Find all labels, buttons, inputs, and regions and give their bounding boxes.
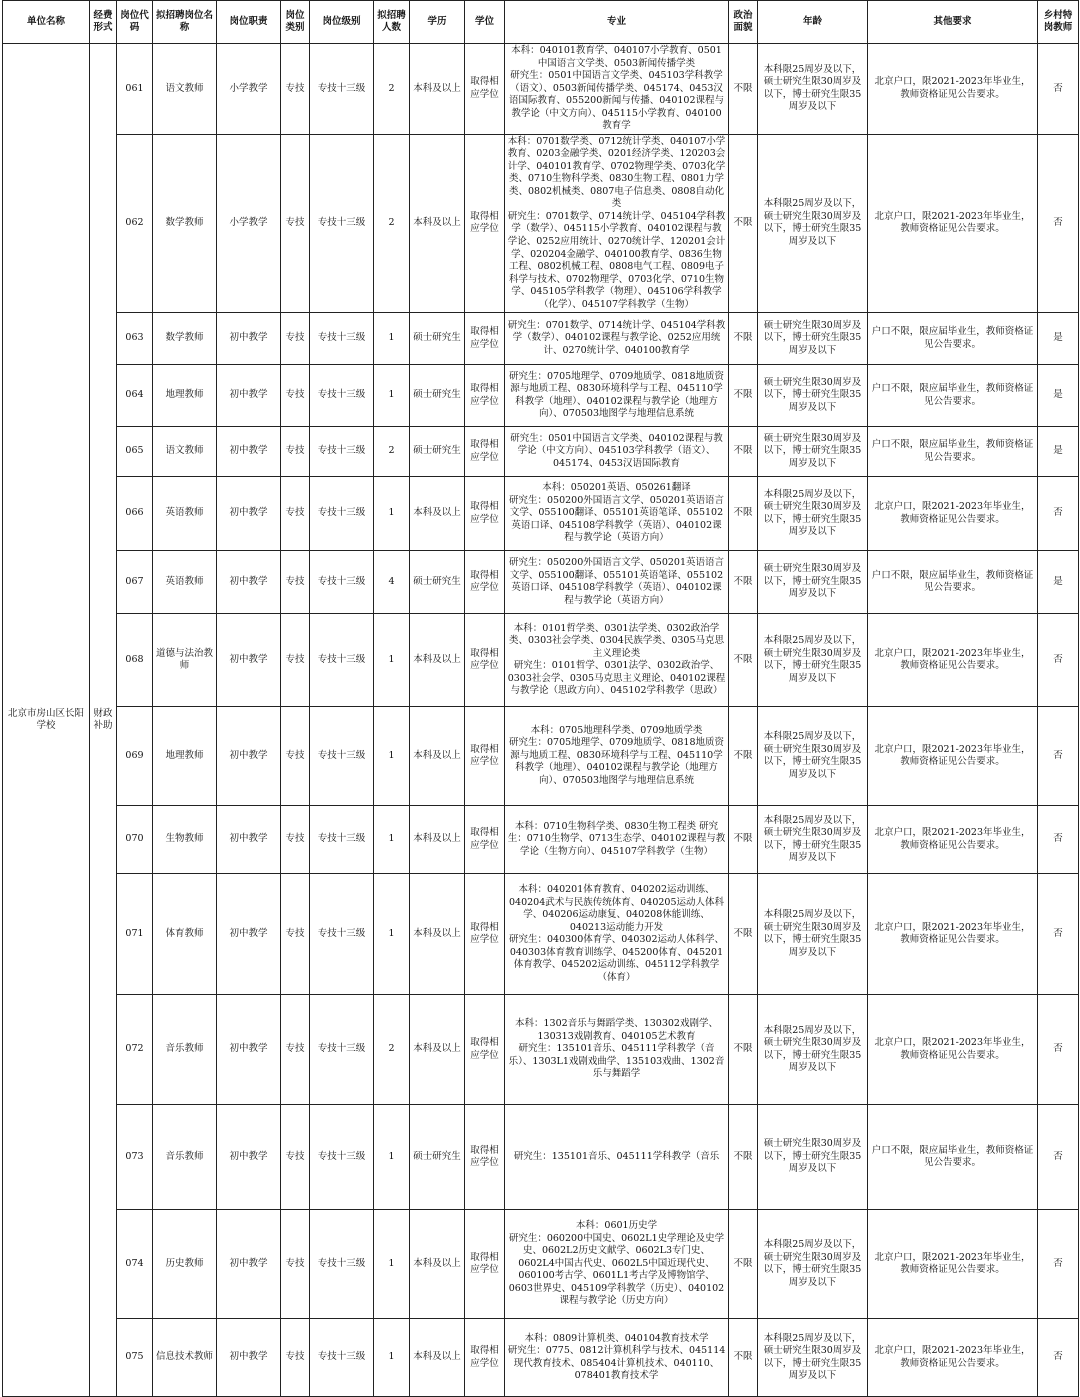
education-cell: 硕士研究生 [410, 1105, 465, 1210]
hire-count-cell: 1 [374, 806, 410, 874]
position-title-cell: 英语教师 [153, 551, 217, 614]
rural-teacher-cell: 否 [1038, 614, 1079, 707]
position-duty-cell: 初中教学 [217, 313, 281, 365]
rural-teacher-cell: 否 [1038, 995, 1079, 1105]
major-cell: 本科：040201体育教育、040202运动训练、040204武术与民族传统体育、040205运动人体科学、040206运动康复、040208休能训练、040213运动能力开发 研究生：040300体育学、040302运动人体科学、040303体育教育训练学、045200体育、045201体育教学、045202运动训练、045112学科教学（体育） [505, 874, 729, 995]
table-row [3, 614, 1079, 707]
degree-cell: 取得相应学位 [465, 44, 505, 135]
table-row [3, 427, 1079, 477]
header-unit: 单位名称 [3, 1, 90, 44]
major-cell: 本科：0701数学类、0712统计学类、040107小学教育、0203金融学类、0201经济学类、120203会计学、040101教育学、0702物理学类、0703化学类、0710生物科学类、0830生物工程、0801力学类、0802机械类、0807电子信息类、0808自动化类 研究生：0701数学、0714统计学、045104学科教学（数学）、045115小学教育、040102课程与教学论、0252应用统计、0270统计学、120201会计学、020204金融学、040100教育学、0836生物工程、0802机械工程、0808电气工程、0809电子科学与技术、0702物理学、0703化学、0710生物学、045105学科教学（物理）、045106学科教学（化学）、045107学科教学（生物） [505, 134, 729, 312]
education-cell: 本科及以上 [410, 134, 465, 312]
hire-count-cell: 2 [374, 995, 410, 1105]
political-status-cell: 不限 [729, 44, 758, 135]
hire-count-cell: 1 [374, 707, 410, 806]
other-requirements-cell: 北京户口，限2021-2023年毕业生，教师资格证见公告要求。 [868, 874, 1038, 995]
position-category-cell: 专技 [281, 134, 310, 312]
recruitment-table [2, 0, 1079, 1397]
degree-cell: 取得相应学位 [465, 477, 505, 551]
hire-count-cell: 4 [374, 551, 410, 614]
position-code-cell: 069 [117, 707, 153, 806]
age-requirement-cell: 本科限25周岁及以下，硕士研究生限30周岁及以下，博士研究生限35周岁及以下 [758, 874, 868, 995]
position-code-cell: 062 [117, 134, 153, 312]
hire-count-cell: 1 [374, 614, 410, 707]
other-requirements-cell: 北京户口，限2021-2023年毕业生，教师资格证见公告要求。 [868, 995, 1038, 1105]
other-requirements-cell: 北京户口，限2021-2023年毕业生，教师资格证见公告要求。 [868, 44, 1038, 135]
rural-teacher-cell: 是 [1038, 427, 1079, 477]
header-political: 政治面貌 [729, 1, 758, 44]
position-category-cell: 专技 [281, 1319, 310, 1397]
age-requirement-cell: 本科限25周岁及以下，硕士研究生限30周岁及以下，博士研究生限35周岁及以下 [758, 134, 868, 312]
position-category-cell: 专技 [281, 806, 310, 874]
degree-cell: 取得相应学位 [465, 313, 505, 365]
other-requirements-cell: 户口不限，限应届毕业生，教师资格证见公告要求。 [868, 551, 1038, 614]
header-category: 岗位类别 [281, 1, 310, 44]
position-category-cell: 专技 [281, 313, 310, 365]
major-cell: 本科：1302音乐与舞蹈学类、130302戏剧学、130313戏剧教育、040105艺术教育 研究生：135101音乐、045111学科教学（音乐）、1303L1戏剧戏曲学、135103戏曲、1302音乐与舞蹈学 [505, 995, 729, 1105]
position-level-cell: 专技十三级 [310, 551, 374, 614]
education-cell: 本科及以上 [410, 1210, 465, 1319]
position-duty-cell: 初中教学 [217, 477, 281, 551]
other-requirements-cell: 北京户口，限2021-2023年毕业生，教师资格证见公告要求。 [868, 806, 1038, 874]
education-cell: 硕士研究生 [410, 427, 465, 477]
other-requirements-cell: 北京户口，限2021-2023年毕业生，教师资格证见公告要求。 [868, 477, 1038, 551]
rural-teacher-cell: 否 [1038, 707, 1079, 806]
table-row [3, 365, 1079, 427]
degree-cell: 取得相应学位 [465, 707, 505, 806]
age-requirement-cell: 硕士研究生限30周岁及以下，博士研究生限35周岁及以下 [758, 313, 868, 365]
header-education: 学历 [410, 1, 465, 44]
position-title-cell: 音乐教师 [153, 1105, 217, 1210]
rural-teacher-cell: 否 [1038, 477, 1079, 551]
age-requirement-cell: 本科限25周岁及以下，硕士研究生限30周岁及以下，博士研究生限35周岁及以下 [758, 806, 868, 874]
table-row [3, 874, 1079, 995]
other-requirements-cell: 户口不限，限应届毕业生，教师资格证见公告要求。 [868, 427, 1038, 477]
education-cell: 本科及以上 [410, 874, 465, 995]
education-cell: 本科及以上 [410, 1319, 465, 1397]
table-row [3, 134, 1079, 312]
position-duty-cell: 初中教学 [217, 995, 281, 1105]
political-status-cell: 不限 [729, 477, 758, 551]
age-requirement-cell: 本科限25周岁及以下，硕士研究生限30周岁及以下，博士研究生限35周岁及以下 [758, 614, 868, 707]
other-requirements-cell: 北京户口，限2021-2023年毕业生，教师资格证见公告要求。 [868, 614, 1038, 707]
degree-cell: 取得相应学位 [465, 614, 505, 707]
position-duty-cell: 初中教学 [217, 806, 281, 874]
position-level-cell: 专技十三级 [310, 806, 374, 874]
political-status-cell: 不限 [729, 614, 758, 707]
hire-count-cell: 2 [374, 44, 410, 135]
position-code-cell: 066 [117, 477, 153, 551]
degree-cell: 取得相应学位 [465, 1319, 505, 1397]
header-level: 岗位级别 [310, 1, 374, 44]
position-title-cell: 地理教师 [153, 707, 217, 806]
age-requirement-cell: 本科限25周岁及以下，硕士研究生限30周岁及以下，博士研究生限35周岁及以下 [758, 44, 868, 135]
position-duty-cell: 初中教学 [217, 427, 281, 477]
political-status-cell: 不限 [729, 551, 758, 614]
major-cell: 本科：0809计算机类、040104教育技术学 研究生：0775、0812计算机科学与技术、045114现代教育技术、085404计算机技术、040110、078401教育技术学 [505, 1319, 729, 1397]
political-status-cell: 不限 [729, 313, 758, 365]
political-status-cell: 不限 [729, 365, 758, 427]
position-duty-cell: 初中教学 [217, 874, 281, 995]
political-status-cell: 不限 [729, 427, 758, 477]
hire-count-cell: 1 [374, 477, 410, 551]
position-title-cell: 数学教师 [153, 313, 217, 365]
rural-teacher-cell: 否 [1038, 44, 1079, 135]
other-requirements-cell: 北京户口，限2021-2023年毕业生，教师资格证见公告要求。 [868, 1210, 1038, 1319]
position-title-cell: 语文教师 [153, 44, 217, 135]
position-code-cell: 064 [117, 365, 153, 427]
table-row [3, 707, 1079, 806]
major-cell: 本科：0705地理科学类、0709地质学类 研究生：0705地理学、0709地质学、0818地质资源与地质工程、0830环境科学与工程、045110学科教学（地理）、040102课程与教学论（地理方向）、070503地图学与地理信息系统 [505, 707, 729, 806]
age-requirement-cell: 本科限25周岁及以下，硕士研究生限30周岁及以下，博士研究生限35周岁及以下 [758, 477, 868, 551]
position-duty-cell: 初中教学 [217, 1319, 281, 1397]
education-cell: 本科及以上 [410, 477, 465, 551]
position-title-cell: 道德与法治教师 [153, 614, 217, 707]
rural-teacher-cell: 是 [1038, 365, 1079, 427]
degree-cell: 取得相应学位 [465, 806, 505, 874]
political-status-cell: 不限 [729, 1210, 758, 1319]
header-fund: 经费形式 [90, 1, 117, 44]
position-title-cell: 数学教师 [153, 134, 217, 312]
political-status-cell: 不限 [729, 1105, 758, 1210]
education-cell: 本科及以上 [410, 806, 465, 874]
position-level-cell: 专技十三级 [310, 707, 374, 806]
age-requirement-cell: 本科限25周岁及以下，硕士研究生限30周岁及以下，博士研究生限35周岁及以下 [758, 1319, 868, 1397]
unit-name-cell: 北京市房山区长阳学校 [3, 44, 90, 1397]
position-code-cell: 068 [117, 614, 153, 707]
hire-count-cell: 1 [374, 874, 410, 995]
education-cell: 本科及以上 [410, 614, 465, 707]
header-degree: 学位 [465, 1, 505, 44]
age-requirement-cell: 硕士研究生限30周岁及以下，博士研究生限35周岁及以下 [758, 365, 868, 427]
fund-type-cell: 财政补助 [90, 44, 117, 1397]
header-age: 年龄 [758, 1, 868, 44]
major-cell: 研究生：0501中国语言文学类、040102课程与教学论（中文方向）、045103学科教学（语文）、045174、0453汉语国际教育 [505, 427, 729, 477]
position-duty-cell: 初中教学 [217, 614, 281, 707]
hire-count-cell: 2 [374, 427, 410, 477]
position-category-cell: 专技 [281, 614, 310, 707]
position-code-cell: 061 [117, 44, 153, 135]
hire-count-cell: 1 [374, 1105, 410, 1210]
degree-cell: 取得相应学位 [465, 1105, 505, 1210]
position-code-cell: 073 [117, 1105, 153, 1210]
age-requirement-cell: 硕士研究生限30周岁及以下，博士研究生限35周岁及以下 [758, 551, 868, 614]
major-cell: 本科：0710生物科学类、0830生物工程类 研究生：0710生物学、0713生态学、040102课程与教学论（生物方向）、045107学科教学（生物） [505, 806, 729, 874]
header-other: 其他要求 [868, 1, 1038, 44]
rural-teacher-cell: 是 [1038, 313, 1079, 365]
position-category-cell: 专技 [281, 874, 310, 995]
position-category-cell: 专技 [281, 365, 310, 427]
rural-teacher-cell: 否 [1038, 806, 1079, 874]
age-requirement-cell: 本科限25周岁及以下，硕士研究生限30周岁及以下，博士研究生限35周岁及以下 [758, 1210, 868, 1319]
major-cell: 研究生：135101音乐、045111学科教学（音乐 [505, 1105, 729, 1210]
header-count: 拟招聘人数 [374, 1, 410, 44]
position-title-cell: 音乐教师 [153, 995, 217, 1105]
table-row [3, 806, 1079, 874]
position-category-cell: 专技 [281, 995, 310, 1105]
position-level-cell: 专技十三级 [310, 1105, 374, 1210]
position-duty-cell: 小学教学 [217, 44, 281, 135]
education-cell: 本科及以上 [410, 44, 465, 135]
position-level-cell: 专技十三级 [310, 1210, 374, 1319]
other-requirements-cell: 户口不限，限应届毕业生，教师资格证见公告要求。 [868, 365, 1038, 427]
position-duty-cell: 初中教学 [217, 1210, 281, 1319]
position-duty-cell: 初中教学 [217, 365, 281, 427]
education-cell: 硕士研究生 [410, 313, 465, 365]
table-row [3, 1210, 1079, 1319]
table-body [3, 44, 1079, 1397]
table-row [3, 477, 1079, 551]
position-title-cell: 地理教师 [153, 365, 217, 427]
rural-teacher-cell: 是 [1038, 551, 1079, 614]
table-row [3, 44, 1079, 135]
position-title-cell: 历史教师 [153, 1210, 217, 1319]
position-code-cell: 070 [117, 806, 153, 874]
position-level-cell: 专技十三级 [310, 427, 374, 477]
position-title-cell: 信息技术教师 [153, 1319, 217, 1397]
rural-teacher-cell: 否 [1038, 134, 1079, 312]
other-requirements-cell: 户口不限，限应届毕业生，教师资格证见公告要求。 [868, 313, 1038, 365]
major-cell: 本科：0101哲学类、0301法学类、0302政治学类、0303社会学类、0304民族学类、0305马克思主义理论类 研究生：0101哲学、0301法学、0302政治学、0303社会学、0305马克思主义理论、040102课程与教学论（思政方向）、045102学科教学（思政） [505, 614, 729, 707]
position-title-cell: 英语教师 [153, 477, 217, 551]
major-cell: 本科：050201英语、050261翻译 研究生：050200外国语言文学、050201英语语言文学、055100翻译、055101英语笔译、055102英语口译、045108学科教学（英语）、040102课程与教学论（英语方向） [505, 477, 729, 551]
political-status-cell: 不限 [729, 1319, 758, 1397]
political-status-cell: 不限 [729, 134, 758, 312]
position-level-cell: 专技十三级 [310, 477, 374, 551]
header-rural: 乡村特岗教师 [1038, 1, 1079, 44]
degree-cell: 取得相应学位 [465, 551, 505, 614]
degree-cell: 取得相应学位 [465, 874, 505, 995]
political-status-cell: 不限 [729, 995, 758, 1105]
political-status-cell: 不限 [729, 806, 758, 874]
table-row [3, 313, 1079, 365]
other-requirements-cell: 北京户口，限2021-2023年毕业生，教师资格证见公告要求。 [868, 707, 1038, 806]
rural-teacher-cell: 否 [1038, 1210, 1079, 1319]
position-duty-cell: 初中教学 [217, 707, 281, 806]
header-duty: 岗位职责 [217, 1, 281, 44]
position-code-cell: 075 [117, 1319, 153, 1397]
age-requirement-cell: 硕士研究生限30周岁及以下，博士研究生限35周岁及以下 [758, 1105, 868, 1210]
degree-cell: 取得相应学位 [465, 365, 505, 427]
position-level-cell: 专技十三级 [310, 1319, 374, 1397]
position-category-cell: 专技 [281, 477, 310, 551]
header-title: 拟招聘岗位名称 [153, 1, 217, 44]
hire-count-cell: 1 [374, 365, 410, 427]
other-requirements-cell: 户口不限，限应届毕业生，教师资格证见公告要求。 [868, 1105, 1038, 1210]
position-level-cell: 专技十三级 [310, 365, 374, 427]
header-code: 岗位代码 [117, 1, 153, 44]
rural-teacher-cell: 否 [1038, 1319, 1079, 1397]
hire-count-cell: 2 [374, 134, 410, 312]
position-category-cell: 专技 [281, 551, 310, 614]
hire-count-cell: 1 [374, 1319, 410, 1397]
education-cell: 硕士研究生 [410, 551, 465, 614]
table-row [3, 551, 1079, 614]
position-code-cell: 067 [117, 551, 153, 614]
table-row [3, 995, 1079, 1105]
position-level-cell: 专技十三级 [310, 44, 374, 135]
position-category-cell: 专技 [281, 427, 310, 477]
position-level-cell: 专技十三级 [310, 134, 374, 312]
education-cell: 本科及以上 [410, 995, 465, 1105]
position-duty-cell: 小学教学 [217, 134, 281, 312]
position-level-cell: 专技十三级 [310, 313, 374, 365]
degree-cell: 取得相应学位 [465, 134, 505, 312]
hire-count-cell: 1 [374, 1210, 410, 1319]
age-requirement-cell: 硕士研究生限30周岁及以下，博士研究生限35周岁及以下 [758, 427, 868, 477]
position-category-cell: 专技 [281, 44, 310, 135]
header-major: 专业 [505, 1, 729, 44]
political-status-cell: 不限 [729, 707, 758, 806]
table-row [3, 1319, 1079, 1397]
major-cell: 研究生：0705地理学、0709地质学、0818地质资源与地质工程、0830环境科学与工程、045110学科教学（地理）、040102课程与教学论（地理方向）、070503地图学与地理信息系统 [505, 365, 729, 427]
position-code-cell: 074 [117, 1210, 153, 1319]
table-row [3, 1105, 1079, 1210]
header-row [3, 1, 1079, 44]
other-requirements-cell: 北京户口，限2021-2023年毕业生，教师资格证见公告要求。 [868, 134, 1038, 312]
age-requirement-cell: 本科限25周岁及以下，硕士研究生限30周岁及以下，博士研究生限35周岁及以下 [758, 707, 868, 806]
age-requirement-cell: 本科限25周岁及以下，硕士研究生限30周岁及以下，博士研究生限35周岁及以下 [758, 995, 868, 1105]
position-duty-cell: 初中教学 [217, 1105, 281, 1210]
education-cell: 硕士研究生 [410, 365, 465, 427]
position-level-cell: 专技十三级 [310, 995, 374, 1105]
rural-teacher-cell: 否 [1038, 874, 1079, 995]
degree-cell: 取得相应学位 [465, 995, 505, 1105]
other-requirements-cell: 北京户口，限2021-2023年毕业生，教师资格证见公告要求。 [868, 1319, 1038, 1397]
position-code-cell: 071 [117, 874, 153, 995]
position-category-cell: 专技 [281, 1105, 310, 1210]
position-title-cell: 语文教师 [153, 427, 217, 477]
position-category-cell: 专技 [281, 1210, 310, 1319]
degree-cell: 取得相应学位 [465, 427, 505, 477]
major-cell: 本科：0601历史学 研究生：060200中国史、0602L1史学理论及史学史、0602L2历史文献学、0602L3专门史、0602L4中国古代史、0602L5中国近现代史、060100考古学、0601L1考古学及博物馆学、0603世界史、045109学科教学（历史）、040102课程与教学论（历史方向） [505, 1210, 729, 1319]
position-title-cell: 体育教师 [153, 874, 217, 995]
position-level-cell: 专技十三级 [310, 874, 374, 995]
rural-teacher-cell: 否 [1038, 1105, 1079, 1210]
education-cell: 本科及以上 [410, 707, 465, 806]
position-code-cell: 065 [117, 427, 153, 477]
position-code-cell: 072 [117, 995, 153, 1105]
position-title-cell: 生物教师 [153, 806, 217, 874]
hire-count-cell: 1 [374, 313, 410, 365]
major-cell: 本科：040101教育学、040107小学教育、0501中国语言文学类、0503新闻传播学类 研究生：0501中国语言文学类、045103学科教学（语文）、0503新闻传播学类、045174、0453汉语国际教育、055200新闻与传播、040102课程与教学论（中文方向）、045115小学教育、040100教育学 [505, 44, 729, 135]
position-category-cell: 专技 [281, 707, 310, 806]
position-code-cell: 063 [117, 313, 153, 365]
position-duty-cell: 初中教学 [217, 551, 281, 614]
major-cell: 研究生：0701数学、0714统计学、045104学科教学（数学）、040102课程与教学论、0252应用统计、0270统计学、040100教育学 [505, 313, 729, 365]
political-status-cell: 不限 [729, 874, 758, 995]
major-cell: 研究生：050200外国语言文学、050201英语语言文学、055100翻译、055101英语笔译、055102英语口译、045108学科教学（英语）、040102课程与教学论（英语方向） [505, 551, 729, 614]
degree-cell: 取得相应学位 [465, 1210, 505, 1319]
position-level-cell: 专技十三级 [310, 614, 374, 707]
